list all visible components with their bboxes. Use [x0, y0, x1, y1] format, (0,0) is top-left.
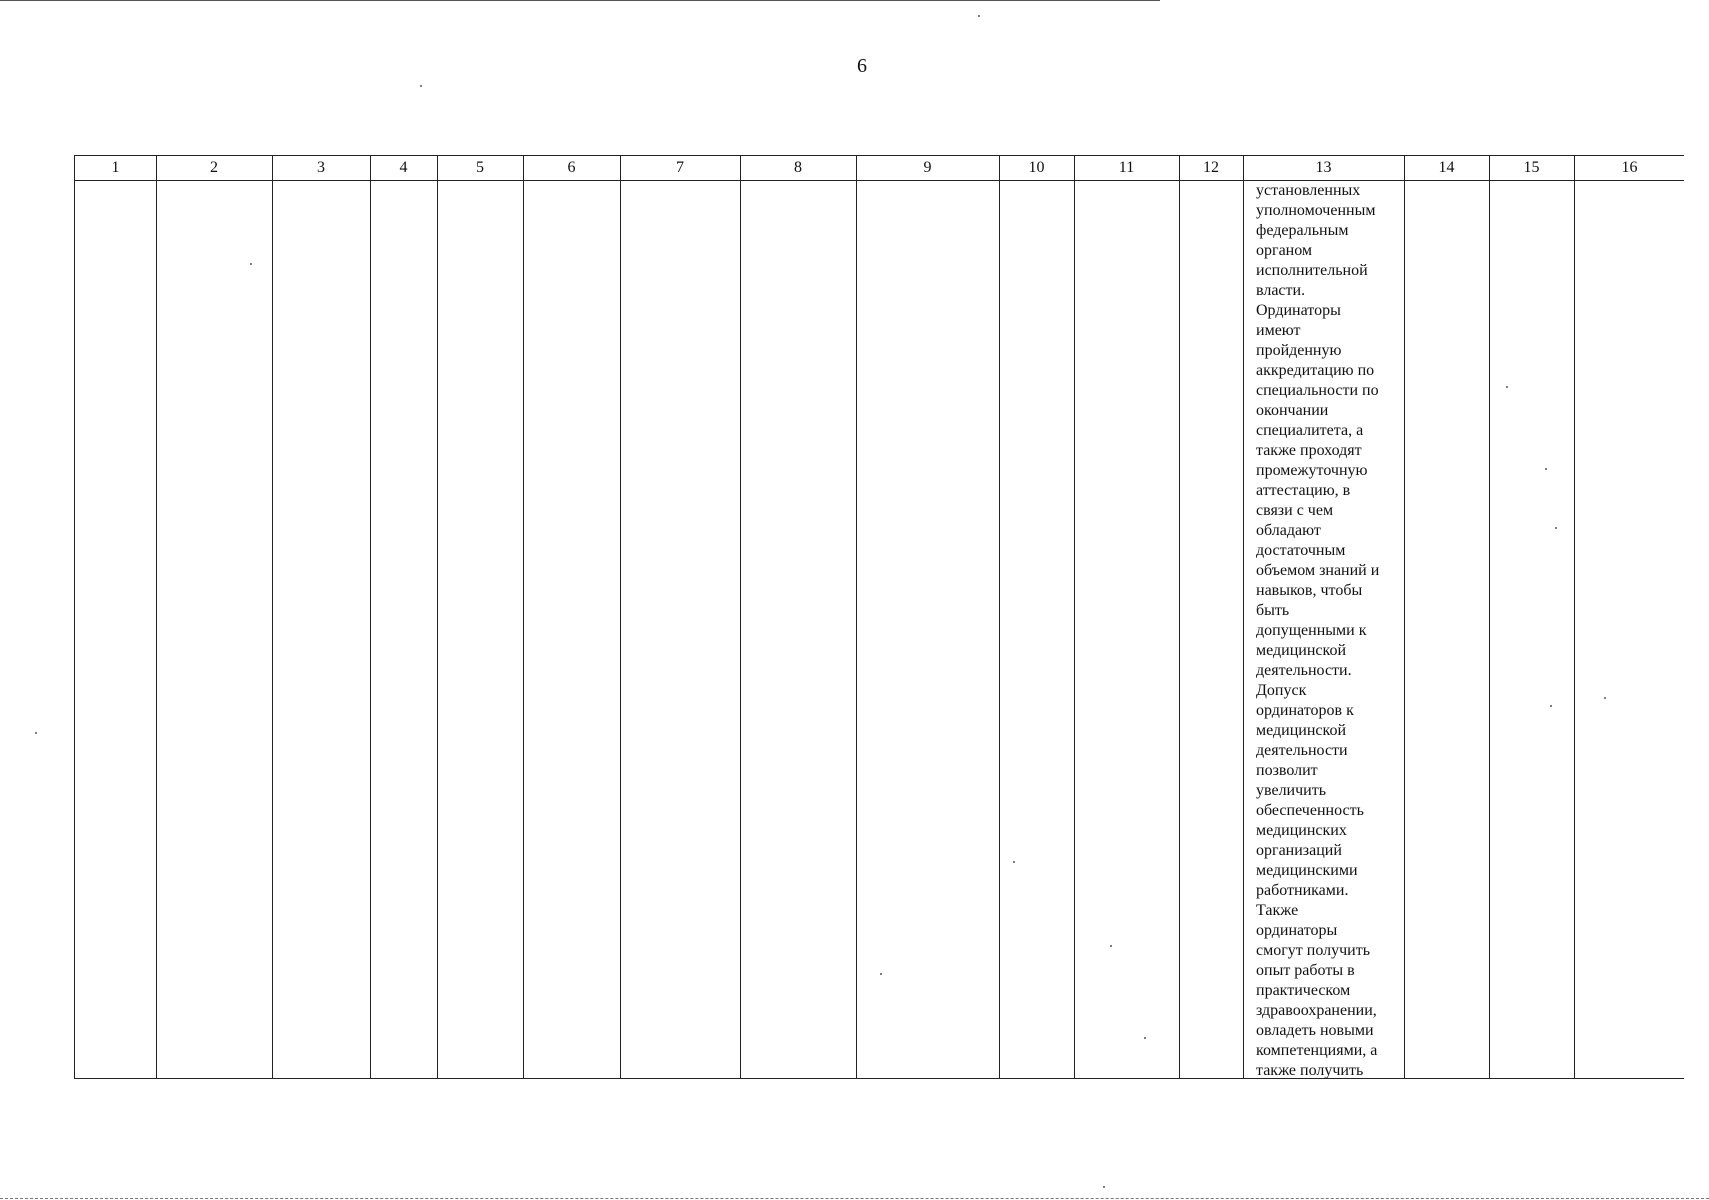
column-header-4: 4 [399, 159, 408, 176]
column-header-6: 6 [567, 159, 576, 176]
column-divider [1179, 156, 1180, 1078]
column-divider [1243, 156, 1244, 1078]
table-header-rule [75, 180, 1684, 181]
column-header-9: 9 [923, 159, 932, 176]
column-divider [856, 156, 857, 1078]
column-divider [1074, 156, 1075, 1078]
scan-speck [1110, 945, 1112, 947]
scan-speck [250, 263, 252, 265]
data-table [74, 155, 1684, 1079]
scan-speck [1604, 697, 1606, 699]
column-divider [1574, 156, 1575, 1078]
column-header-5: 5 [476, 159, 484, 176]
column-header-10: 10 [1028, 159, 1045, 176]
column-header-2: 2 [210, 159, 218, 176]
scan-speck [880, 973, 882, 975]
column-header-7: 7 [676, 159, 684, 176]
column-divider [999, 156, 1000, 1078]
column-divider [1489, 156, 1490, 1078]
column-header-13: 13 [1315, 159, 1332, 176]
column-header-12: 12 [1203, 159, 1219, 176]
column-header-15: 15 [1523, 159, 1540, 176]
column-header-1: 1 [111, 159, 120, 176]
scan-speck [35, 732, 37, 734]
column-header-16: 16 [1621, 159, 1638, 176]
scan-speck [1545, 468, 1547, 470]
scan-bottom-edge-line [0, 1198, 1709, 1199]
scan-speck [1550, 705, 1552, 707]
column-divider [523, 156, 524, 1078]
column-header-11: 11 [1118, 159, 1135, 176]
column-divider [740, 156, 741, 1078]
column-divider [370, 156, 371, 1078]
scan-speck [1144, 1037, 1146, 1039]
column-divider [156, 156, 157, 1078]
scan-speck [1013, 861, 1015, 863]
scan-speck [1103, 1186, 1105, 1188]
scan-speck [1555, 527, 1557, 529]
column-header-8: 8 [794, 159, 802, 176]
scan-speck [978, 15, 980, 17]
column-header-14: 14 [1438, 159, 1455, 176]
page-number: 6 [857, 55, 867, 77]
column-divider [272, 156, 273, 1078]
column-13-cell-text: установленных уполномоченным федеральным органом исполнительной власти. Ординаторы имеют пройденную аккредитацию по специальности по окончании специалитета, а также проходят промежуточную аттестацию, в связи с чем обладают достаточным объемом знаний и навыков, чтобы быть допущенными к медицинской деятельности. Допуск ординаторов к медицинской деятельности позволит увеличить обеспеченность медицинских организаций медицинскими работниками. Также ординаторы смогут получить опыт работы в практическом здравоохранении, овладеть новыми компетенциями, а также получить [1256, 182, 1380, 1078]
column-divider [437, 156, 438, 1078]
scan-speck [420, 85, 422, 87]
column-header-3: 3 [317, 159, 325, 176]
scan-top-edge-line [0, 0, 1160, 1]
scan-speck [1506, 386, 1508, 388]
column-divider [1404, 156, 1405, 1078]
column-divider [620, 156, 621, 1078]
